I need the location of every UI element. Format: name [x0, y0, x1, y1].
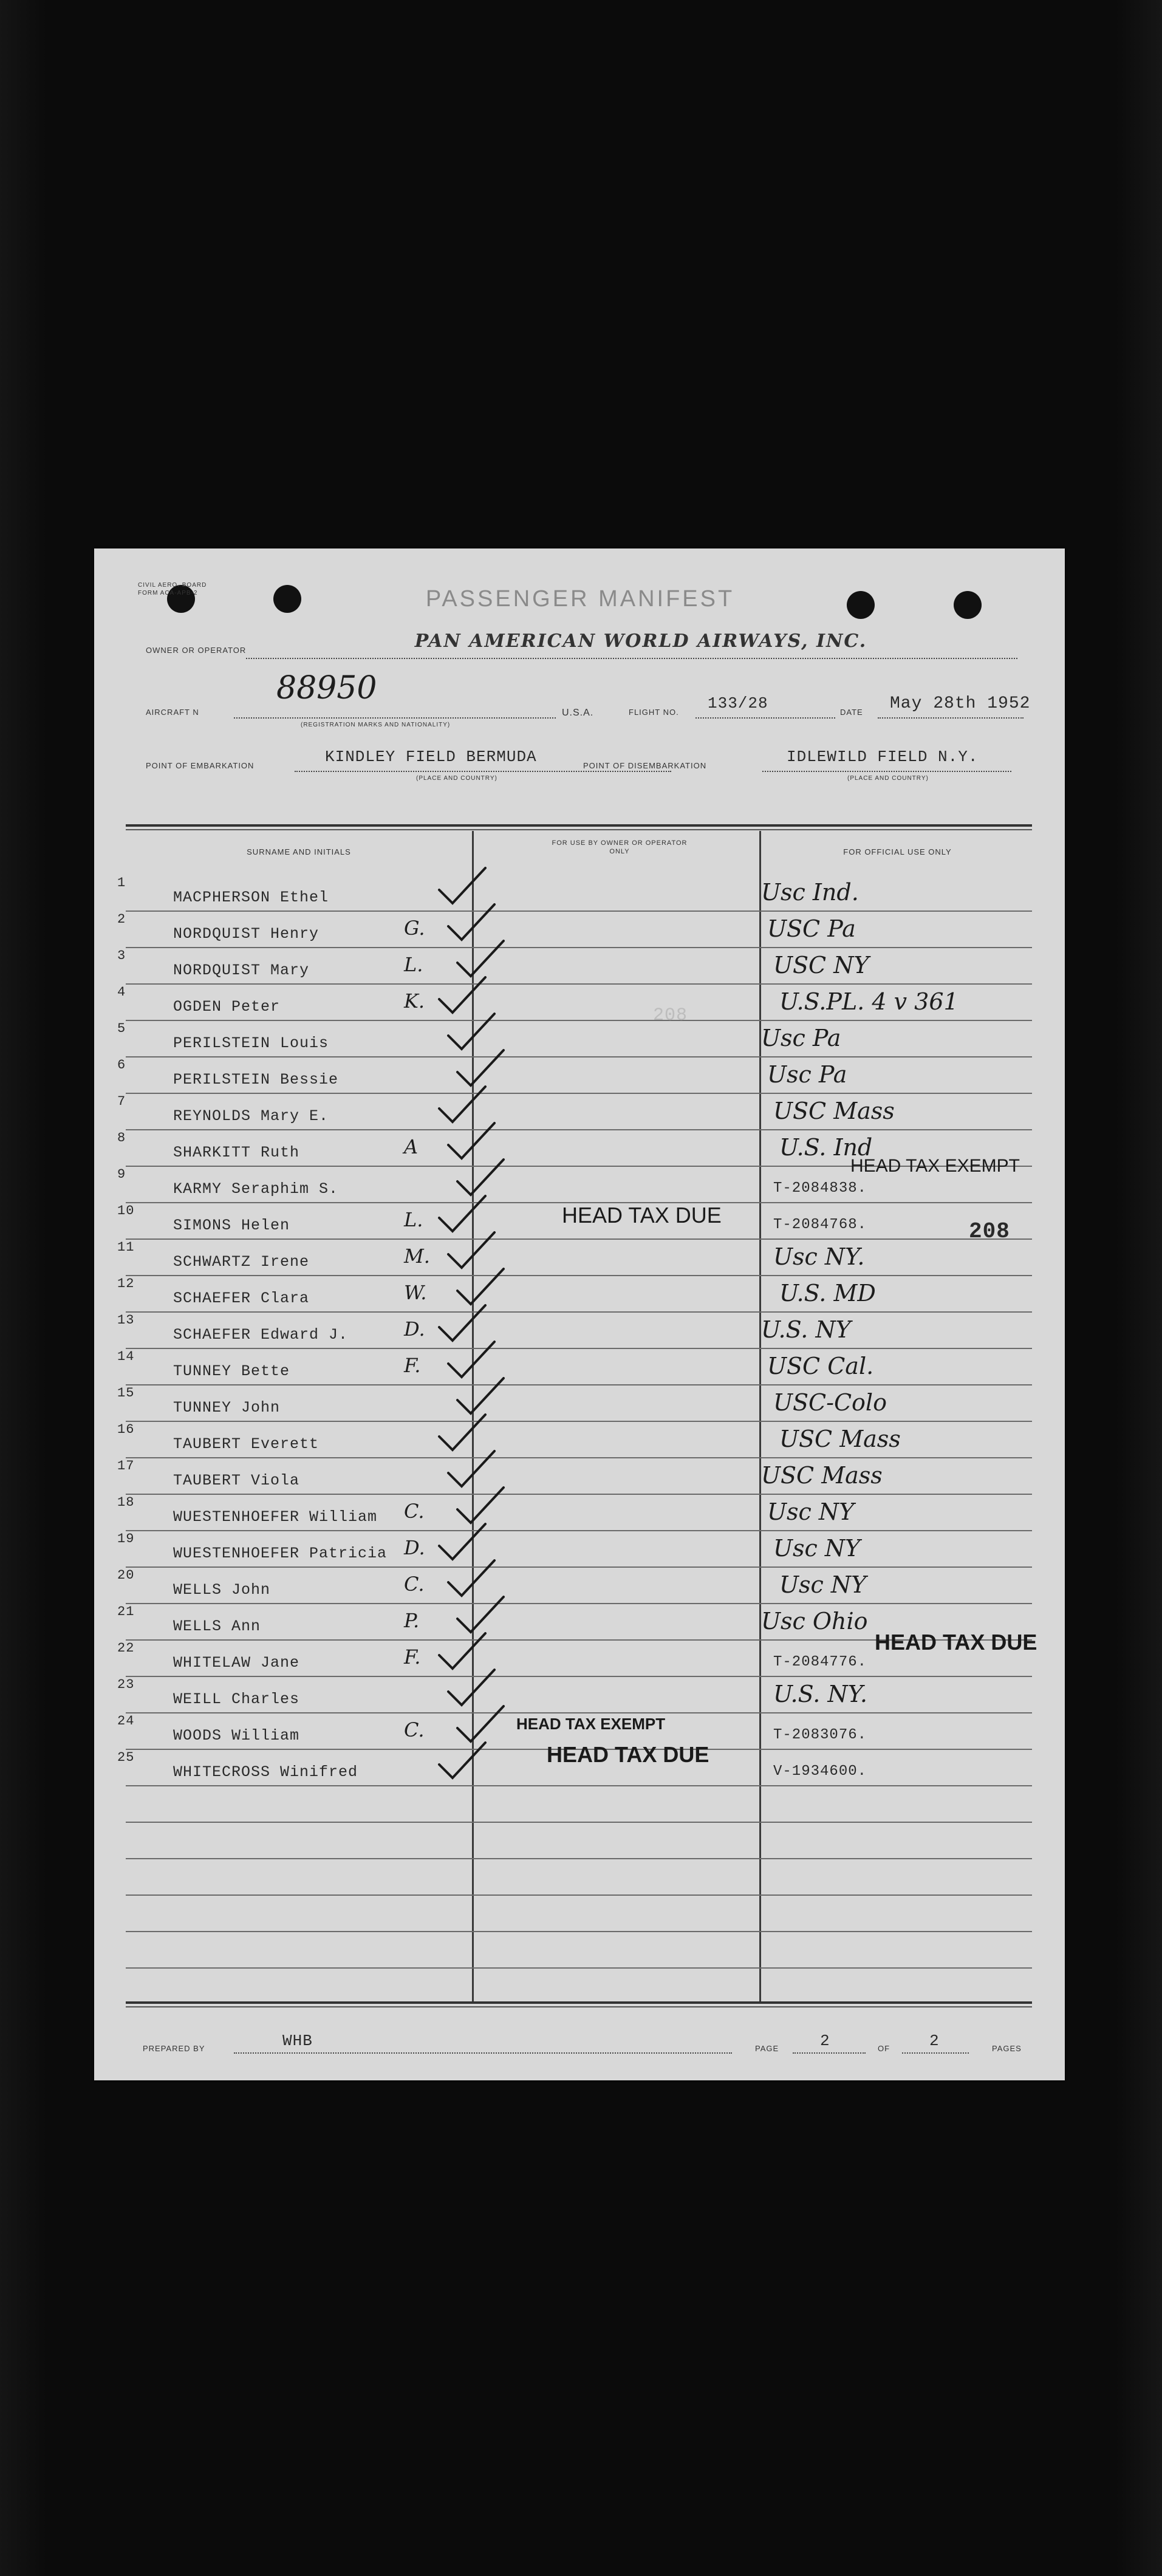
passenger-name: WELLS Ann [173, 1618, 261, 1635]
official-use-entry: Usc NY [773, 1535, 861, 1562]
row-rule [126, 1894, 1032, 1896]
row-number: 15 [117, 1385, 135, 1401]
passenger-name: WUESTENHOEFER Patricia [173, 1545, 388, 1562]
row-number: 11 [117, 1240, 135, 1255]
row-number: 4 [117, 985, 126, 1000]
passenger-name: TUNNEY Bette [173, 1362, 290, 1380]
passenger-name: WEILL Charles [173, 1690, 300, 1708]
official-use-entry: T-2084838. [773, 1180, 867, 1197]
passenger-name: WHITECROSS Winifred [173, 1763, 358, 1781]
row-rule [126, 910, 1032, 912]
flight-label: FLIGHT NO. [629, 708, 679, 717]
passenger-name: SHARKITT Ruth [173, 1144, 300, 1161]
embark-value: KINDLEY FIELD BERMUDA [325, 748, 537, 766]
head-tax-exempt-stamp-row9: HEAD TAX EXEMPT [850, 1156, 1020, 1176]
row-rule [126, 1384, 1032, 1385]
col-header-surname: SURNAME AND INITIALS [247, 847, 351, 856]
row-rule [126, 1967, 1032, 1969]
official-use-entry: Usc NY [779, 1571, 867, 1598]
passenger-name: WOODS William [173, 1727, 300, 1744]
checkmark-icon [434, 1740, 489, 1783]
passenger-initial: A [404, 1135, 419, 1158]
row-number: 18 [117, 1495, 135, 1510]
form-title: PASSENGER MANIFEST [425, 586, 735, 612]
row-rule [126, 1566, 1032, 1568]
usa-label: U.S.A. [562, 708, 594, 718]
passenger-initial: G. [404, 917, 425, 940]
date-label: DATE [840, 708, 863, 717]
official-use-entry: T-2083076. [773, 1727, 867, 1743]
row-rule [126, 983, 1032, 985]
row-rule [126, 1530, 1032, 1531]
row-number: 21 [117, 1604, 135, 1619]
passenger-name: MACPHERSON Ethel [173, 889, 329, 906]
official-use-entry: USC Mass [779, 1426, 901, 1452]
passenger-initial: L. [404, 953, 423, 976]
passenger-initial: D. [404, 1536, 425, 1559]
passenger-initial: F. [404, 1645, 421, 1669]
official-use-entry: U.S.PL. 4 v 361 [779, 988, 959, 1015]
passenger-name: KARMY Seraphim S. [173, 1180, 339, 1198]
row-number: 23 [117, 1677, 135, 1692]
row-number: 25 [117, 1750, 135, 1765]
passenger-initial: C. [404, 1718, 425, 1741]
code-208-faint: 208 [653, 1005, 688, 1026]
of-value: 2 [929, 2032, 940, 2050]
row-rule [126, 1275, 1032, 1276]
page-value: 2 [820, 2032, 830, 2050]
passenger-initial: F. [404, 1354, 421, 1377]
row-rule [126, 1822, 1032, 1823]
aircraft-sub: (REGISTRATION MARKS AND NATIONALITY) [301, 722, 451, 728]
official-use-entry: Usc Pa [761, 1025, 841, 1051]
official-use-entry: U.S. NY [761, 1316, 851, 1343]
official-use-entry: Usc Pa [767, 1061, 847, 1088]
passenger-name: TAUBERT Everett [173, 1435, 320, 1453]
passenger-initial: D. [404, 1317, 425, 1341]
row-rule [126, 1676, 1032, 1677]
row-number: 5 [117, 1021, 126, 1036]
operator-name: PAN AMERICAN WORLD AIRWAYS, INC. [414, 630, 867, 652]
passenger-name: SCHAEFER Clara [173, 1290, 310, 1307]
row-number: 9 [117, 1167, 126, 1182]
passenger-initial: C. [404, 1500, 425, 1523]
row-rule [126, 1858, 1032, 1859]
passenger-name: SCHWARTZ Irene [173, 1253, 310, 1271]
row-number: 2 [117, 912, 126, 927]
head-tax-due-row22: HEAD TAX DUE [875, 1630, 1037, 1655]
official-use-entry: Usc NY. [773, 1243, 865, 1270]
official-use-entry: V-1934600. [773, 1763, 867, 1780]
row-rule [126, 1603, 1032, 1604]
row-number: 10 [117, 1203, 135, 1218]
pages-label: PAGES [992, 2044, 1022, 2053]
official-use-entry: U.S. Ind [779, 1134, 873, 1161]
row-number: 17 [117, 1458, 135, 1474]
passenger-initial: P. [404, 1609, 420, 1632]
date-value: May 28th 1952 [890, 694, 1031, 713]
disembark-sub: (PLACE AND COUNTRY) [847, 775, 929, 782]
row-rule [126, 1931, 1032, 1932]
row-rule [126, 1348, 1032, 1349]
official-use-entry: USC Mass [761, 1462, 883, 1489]
disembark-label: POINT OF DISEMBARKATION [583, 761, 707, 770]
passenger-name: WHITELAW Jane [173, 1654, 300, 1672]
passenger-name: WELLS John [173, 1581, 271, 1599]
official-use-entry: Usc Ohio [761, 1608, 868, 1635]
punch-hole [273, 585, 301, 613]
flight-value: 133/28 [708, 694, 768, 712]
prepared-value: WHB [282, 2032, 313, 2050]
official-use-entry: USC Mass [773, 1098, 895, 1124]
row-rule [126, 1020, 1032, 1021]
row-number: 1 [117, 875, 126, 890]
row-number: 6 [117, 1057, 126, 1073]
row-rule [126, 1238, 1032, 1240]
passenger-initial: L. [404, 1208, 423, 1231]
head-tax-due-row25: HEAD TAX DUE [547, 1742, 709, 1767]
row-rule [126, 1494, 1032, 1495]
head-tax-due-row10: HEAD TAX DUE [562, 1203, 722, 1228]
passenger-name: NORDQUIST Mary [173, 962, 310, 979]
row-rule [126, 1129, 1032, 1130]
row-rule [126, 1311, 1032, 1313]
row-rule [126, 1712, 1032, 1713]
row-rule [126, 1093, 1032, 1094]
row-number: 19 [117, 1531, 135, 1546]
owner-label: OWNER OR OPERATOR [146, 646, 247, 655]
aircraft-value: 88950 [276, 670, 377, 706]
of-label: OF [878, 2044, 890, 2053]
row-rule [126, 1785, 1032, 1786]
passenger-name: OGDEN Peter [173, 998, 281, 1016]
row-number: 16 [117, 1422, 135, 1437]
passenger-name: PERILSTEIN Bessie [173, 1071, 339, 1088]
row-number: 13 [117, 1313, 135, 1328]
passenger-initial: W. [404, 1281, 427, 1304]
official-use-entry: USC NY [773, 952, 869, 979]
page-label: PAGE [755, 2044, 779, 2053]
punch-hole [847, 591, 875, 619]
aircraft-label: AIRCRAFT N [146, 708, 199, 717]
embark-sub: (PLACE AND COUNTRY) [416, 775, 497, 782]
official-use-entry: USC-Colo [773, 1389, 887, 1416]
passenger-name: NORDQUIST Henry [173, 925, 320, 943]
row-number: 20 [117, 1568, 135, 1583]
row-rule [126, 1421, 1032, 1422]
official-use-entry: T-2084776. [773, 1654, 867, 1670]
passenger-initial: C. [404, 1573, 425, 1596]
punch-hole [954, 591, 982, 619]
prepared-label: PREPARED BY [143, 2044, 205, 2053]
row-rule [126, 1056, 1032, 1057]
row-number: 14 [117, 1349, 135, 1364]
official-use-entry: USC Pa [767, 915, 856, 942]
manifest-sheet [94, 548, 1065, 2080]
passenger-name: WUESTENHOEFER William [173, 1508, 378, 1526]
form-code: CIVIL AERO. BOARD FORM ACA-APB-2 [138, 582, 207, 596]
official-use-entry: Usc NY [767, 1498, 855, 1525]
official-use-entry: USC Cal. [767, 1353, 874, 1379]
head-tax-exempt-row24: HEAD TAX EXEMPT [516, 1715, 666, 1733]
disembark-value: IDLEWILD FIELD N.Y. [787, 748, 979, 766]
embark-label: POINT OF EMBARKATION [146, 761, 255, 770]
passenger-name: TUNNEY John [173, 1399, 281, 1416]
row-number: 3 [117, 948, 126, 963]
row-rule [126, 947, 1032, 948]
row-number: 24 [117, 1713, 135, 1729]
row-number: 7 [117, 1094, 126, 1109]
col-header-official-use: FOR OFFICIAL USE ONLY [843, 847, 952, 856]
passenger-name: PERILSTEIN Louis [173, 1034, 329, 1052]
passenger-name: REYNOLDS Mary E. [173, 1107, 329, 1125]
passenger-initial: M. [404, 1245, 430, 1268]
col-header-owner-use: FOR USE BY OWNER OR OPERATOR ONLY [552, 839, 688, 855]
row-rule [126, 1457, 1032, 1458]
passenger-name: SCHAEFER Edward J. [173, 1326, 349, 1344]
row-number: 22 [117, 1641, 135, 1656]
passenger-initial: K. [404, 989, 425, 1013]
row-number: 12 [117, 1276, 135, 1291]
official-use-entry: U.S. MD [779, 1280, 876, 1307]
code-208-row11: 208 [969, 1219, 1010, 1244]
row-number: 8 [117, 1130, 126, 1146]
official-use-entry: Usc Ind. [761, 879, 859, 906]
passenger-name: TAUBERT Viola [173, 1472, 300, 1489]
passenger-name: SIMONS Helen [173, 1217, 290, 1234]
official-use-entry: U.S. NY. [773, 1681, 867, 1707]
official-use-entry: T-2084768. [773, 1217, 867, 1233]
